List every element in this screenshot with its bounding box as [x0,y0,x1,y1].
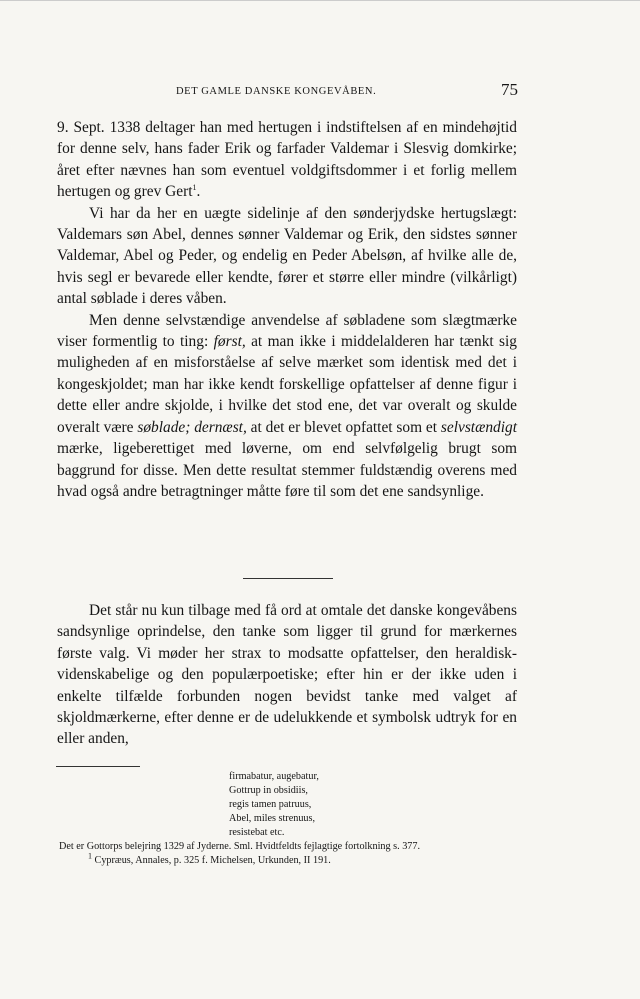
scan-edge-line [0,0,640,1]
running-head: DET GAMLE DANSKE KONGEVÅBEN. [176,86,377,97]
footnote-1-text: Cypræus, Annales, p. 325 f. Michelsen, Urkunden, II 191. [94,855,331,866]
section-1-text [57,117,517,502]
paragraph-3-part-d: mærke, ligeberettiget med løverne, om end selvfølgelig brugt som baggrund for disse. Men dette resultat stemmer fuldstændig overens med hvad også andre betragtninger måtte føre til som det ene sandsynlige. [57,440,517,500]
paragraph-3-part-b: at man ikke i middelalderen har tænkt sig muligheden af en misforståelse af selve mærket som identisk med det i kongeskjoldet; man har ikke kendt forskellige opfattelser af denne figur i dette eller andre skjolde, i hvilke det stod ene, det var overalt og skulde overalt være [57,333,518,436]
emphasis-soblade: søblade; dernæst, [137,418,247,436]
verse-line: Gottrup in obsidiis, [229,785,308,796]
page-number: 75 [501,80,518,99]
verse-line: firmabatur, augebatur, [229,771,319,782]
footnote-verse [229,770,319,840]
paragraph-1-end: . [196,183,201,201]
footnote-divider [56,766,140,767]
paragraph-1-text: 9. Sept. 1338 deltager han med hertugen i indstiftelsen af en mindehøjtid for denne selv, hans fader Erik og farfader Valdemar i Slesvig domkirke; året efter nævnes han som eventuel voldgiftsdommer i et forlig mellem hertugen og grev Gert [57,119,517,201]
paragraph-3 [57,310,517,503]
footnote-1-marker: 1 [88,851,92,861]
section-2-text [57,600,517,750]
paragraph-3-part-a: Men denne selvstændige anvendelse af søbladene som slægtmærke viser formentlig to ting: [57,311,517,351]
verse-line: resistebat etc. [229,827,285,838]
footnote-ref-1: 1 [192,183,197,193]
section-divider [243,578,333,579]
paragraph-2: Vi har da her en uægte sidelinje af den sønderjydske hertugslægt: Valdemars søn Abel, dennes sønner Valdemar og Erik, den sidstes sønner Valdemar, Abel og Peder, og endelig en Peder Abelsøn, af hvilke alle de, hvis segl er bevarede eller kendte, fører et større eller mindre (vilkårligt) antal søblade i deres våben. [57,204,517,308]
footnote-continuation: Det er Gottorps belejring 1329 af Jyderne. Sml. Hvidtfeldts fejlagtige fortolkning s. 377. [59,841,421,852]
paragraph-4: Det står nu kun tilbage med få ord at omtale det danske kongevåbens sandsynlige oprindelse, den tanke som ligger til grund for mærkernes første valg. Vi møder her strax to modsatte opfattelser, den heraldisk-videnskabelige og den populærpoetiske; efter hin er der ikke uden i enkelte tilfælde forbunden nogen bevidst tanke med valget af skjoldmærkerne, efter denne er de udelukkende et symbolsk udtryk for en eller anden, [57,602,517,748]
emphasis-forst: først, [213,333,246,351]
emphasis-selvstaendigt: selvstændigt [440,418,517,436]
paragraph-1 [57,117,517,203]
verse-line: regis tamen patruus, [229,799,312,810]
page-header [56,80,518,102]
verse-line: Abel, miles strenuus, [229,813,316,824]
footnote-1 [88,851,546,868]
paragraph-3-part-c: at det er blevet opfattet som et [246,418,441,436]
